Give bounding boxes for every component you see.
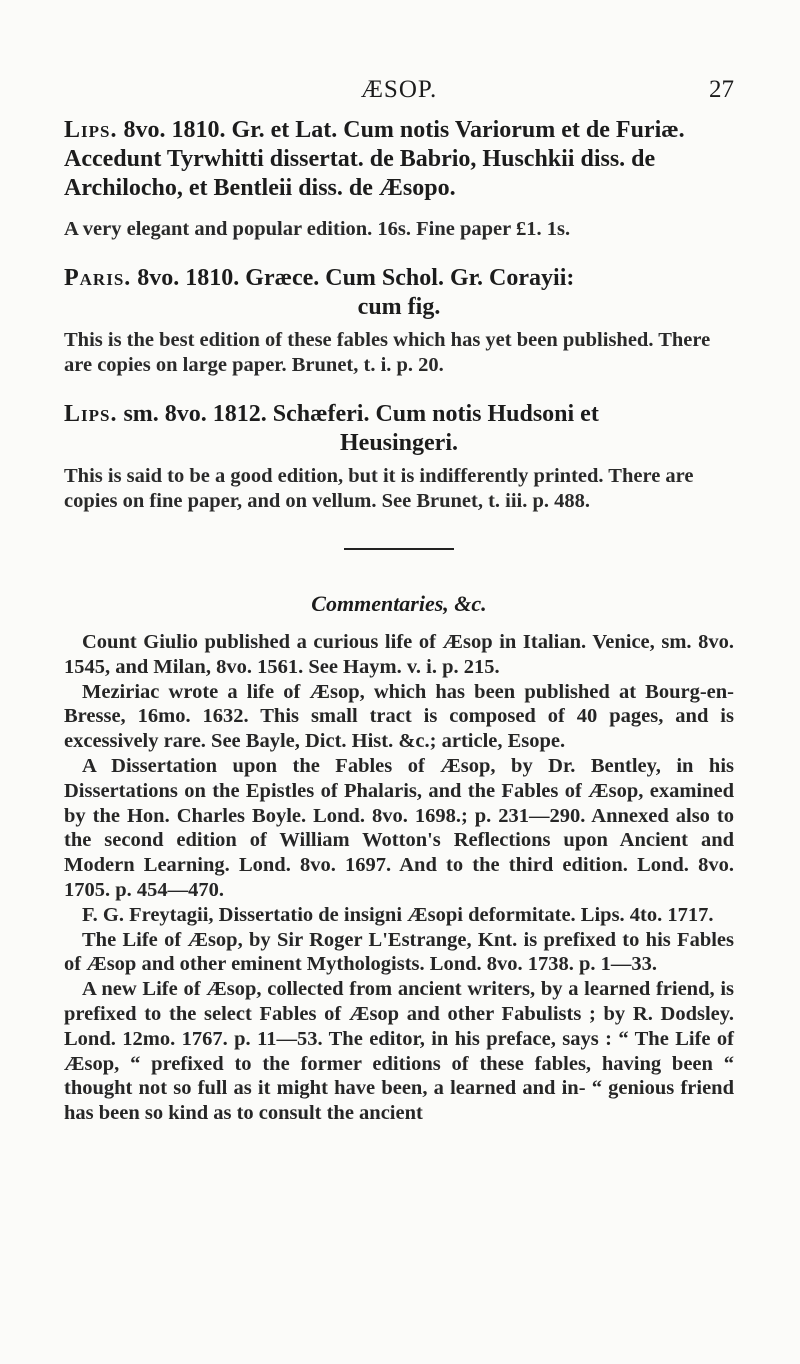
commentary-paragraph: F. G. Freytagii, Dissertatio de insigni Æsopi deformitate. Lips. 4to. 1717. [82,903,714,926]
edition-heading [64,264,734,322]
section-divider [344,548,454,550]
page-number: 27 [709,76,734,103]
edition-entry-lips-1810 [64,116,734,242]
edition-place: Lips. [64,401,118,427]
edition-heading [64,400,734,458]
edition-note: A very elegant and popular edition. 16s. Fine paper £1. 1s. [64,218,571,240]
edition-details: 8vo. 1810. Græce. Cum Schol. Gr. Corayii: [131,265,575,291]
section-title: Commentaries, &c. [311,591,487,616]
edition-place: Paris. [64,265,132,291]
edition-entry-lips-1812 [64,400,734,514]
edition-heading [64,116,734,203]
commentary-paragraph: Count Giulio published a curious life of Æsop in Italian. Venice, sm. 8vo. 1545, and Milan, 8vo. 1561. See Haym. v. i. p. 215. [64,631,734,678]
edition-details: 8vo. 1810. Gr. et Lat. Cum notis Variorum et de Furiæ. Accedunt Tyrwhitti dissertat. de Babrio, Huschkii diss. de Archilocho, et Bentleii diss. de Æsopo. [64,117,685,201]
commentary-paragraph: Meziriac wrote a life of Æsop, which has been published at Bourg-en-Bresse, 16mo. 1632. This small tract is composed of 40 pages, and is excessively rare. See Bayle, Dict. Hist. &c.; article, Esope. [64,680,734,753]
edition-note: This is said to be a good edition, but it is indifferently printed. There are copies on fine paper, and on vellum. See Brunet, t. iii. p. 488. [64,465,694,512]
edition-details-continued: cum fig. [357,294,441,320]
edition-note: This is the best edition of these fables which has yet been published. There are copies on large paper. Brunet, t. i. p. 20. [64,329,711,376]
page-body [64,116,734,1126]
running-title: ÆSOP. [360,76,438,103]
edition-details: sm. 8vo. 1812. Schæferi. Cum notis Hudsoni et [117,401,599,427]
commentary-paragraph: The Life of Æsop, by Sir Roger L'Estrange, Knt. is prefixed to his Fables of Æsop and other eminent Mythologists. Lond. 8vo. 1738. p. 1—33. [64,928,734,976]
edition-details-continued: Heusingeri. [340,430,458,456]
commentary-paragraph: A new Life of Æsop, collected from ancient writers, by a learned friend, is prefixed to the select Fables of Æsop and other Fabulists ; by R. Dodsley. Lond. 12mo. 1767. p. 11—53. The editor, in his preface, says : “ The Life of Æsop, “ prefixed to the former editions of these fables, having been “ thought not so full as it might have been, a learned and in- “ genious friend has been so kind as to consult the ancient [64,978,734,1125]
edition-entry-paris-1810 [64,264,734,378]
edition-place: Lips. [64,117,118,143]
commentary-paragraph: A Dissertation upon the Fables of Æsop, by Dr. Bentley, in his Dissertations on the Epistles of Phalaris, and the Fables of Æsop, examined by the Hon. Charles Boyle. Lond. 8vo. 1698.; p. 231—290. Annexed also to the second edition of William Wotton's Reflections upon Ancient and Modern Learning. Lond. 8vo. 1697. And to the third edition. Lond. 8vo. 1705. p. 454—470. [64,754,734,901]
running-head [64,76,734,106]
